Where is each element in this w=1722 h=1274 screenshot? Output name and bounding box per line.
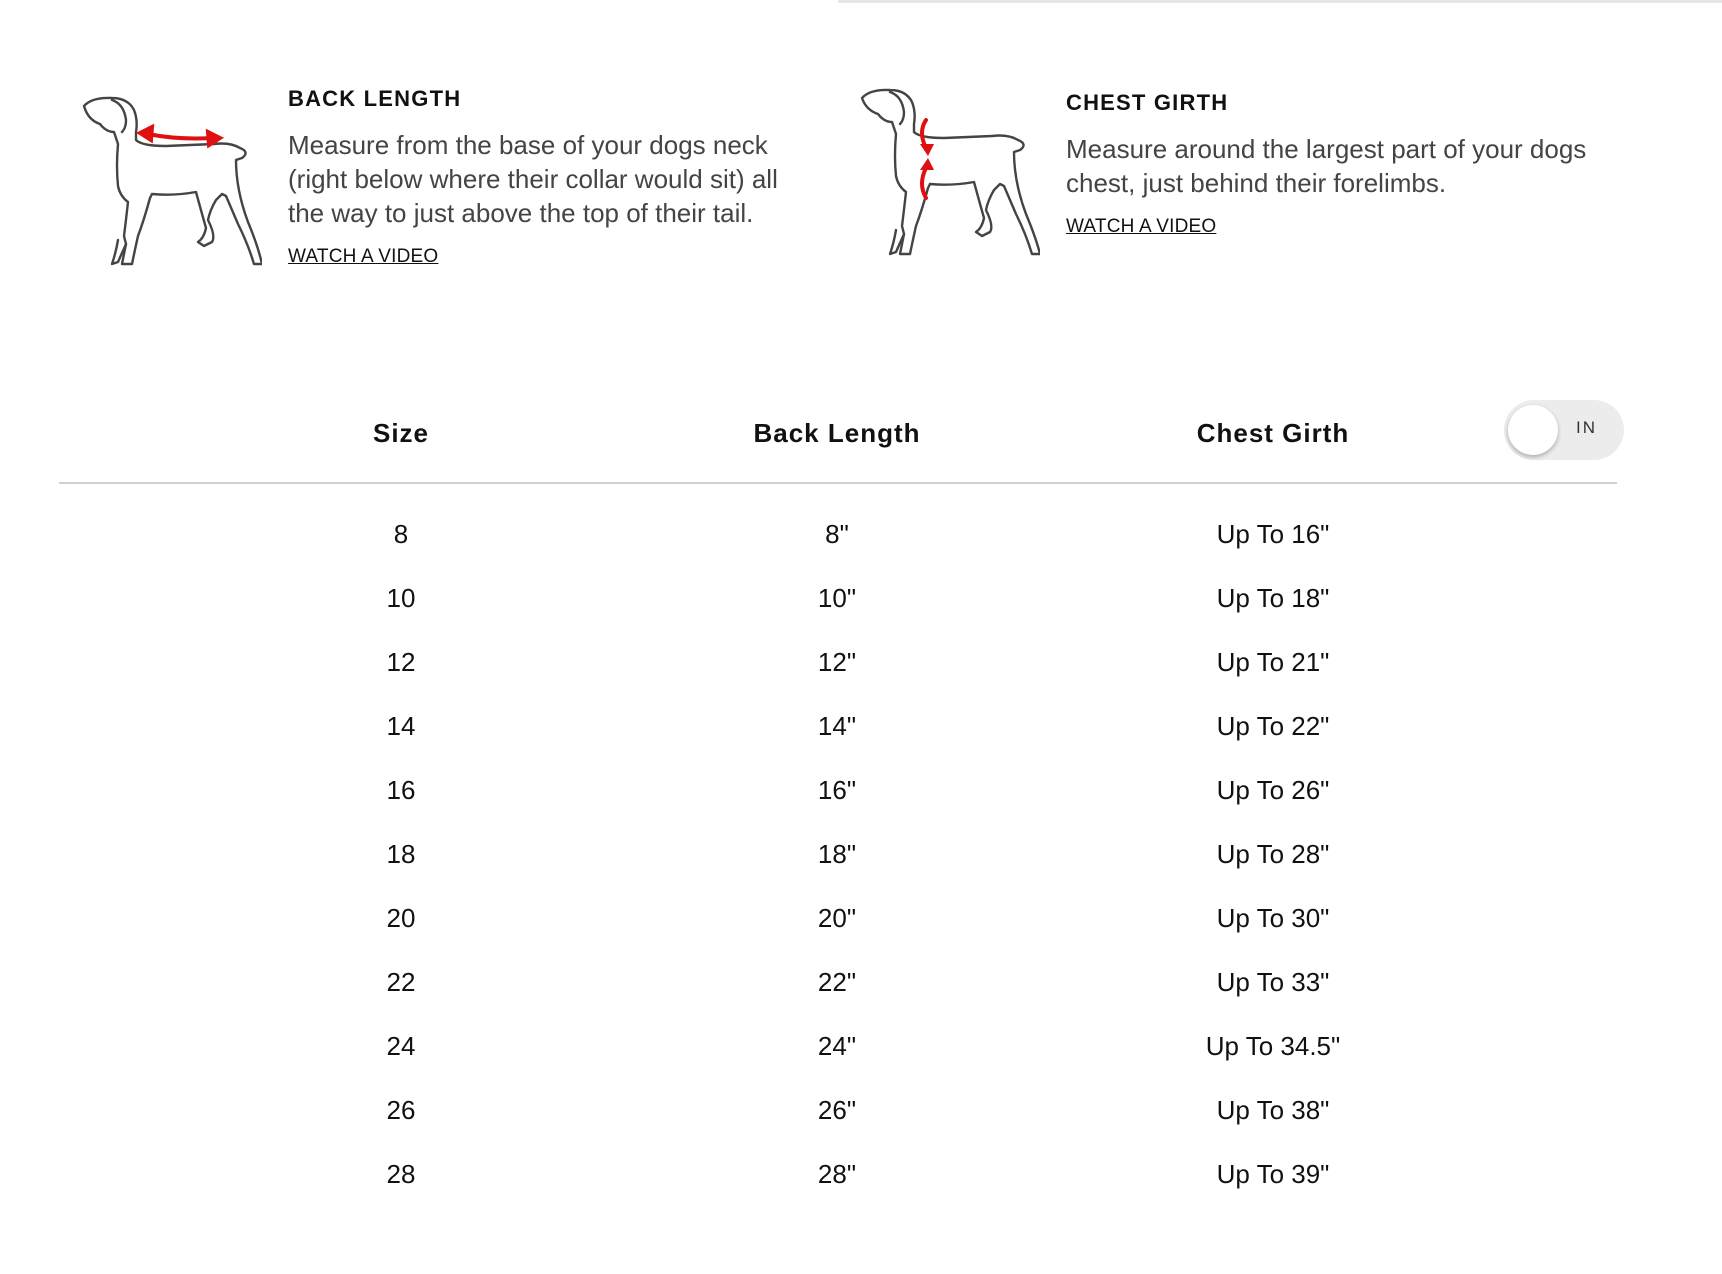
back-length-cell: 20" — [817, 903, 857, 933]
chest-girth-watch-video-link[interactable]: WATCH A VIDEO — [1066, 216, 1217, 237]
size-cell: 12 — [386, 647, 416, 677]
back-length-cell: 22" — [817, 967, 857, 997]
size-cell: 28 — [386, 1159, 416, 1189]
table-row — [59, 574, 1617, 638]
top-divider — [838, 0, 1722, 3]
header-divider — [59, 482, 1617, 484]
back-length-cell: 16" — [817, 775, 857, 805]
size-cell: 20 — [386, 903, 416, 933]
size-table-body — [59, 510, 1617, 1214]
chest-girth-cell: Up To 39" — [1216, 1159, 1330, 1189]
back-length-text — [288, 86, 798, 268]
back-length-title: BACK LENGTH — [288, 86, 462, 111]
table-row — [59, 1022, 1617, 1086]
chest-girth-cell: Up To 22" — [1216, 711, 1330, 741]
back-length-watch-video-link[interactable]: WATCH A VIDEO — [288, 246, 439, 267]
column-header-size: Size — [372, 418, 430, 448]
back-length-cell: 8" — [825, 519, 849, 549]
back-length-cell: 18" — [817, 839, 857, 869]
chest-girth-cell: Up To 26" — [1216, 775, 1330, 805]
chest-girth-title: CHEST GIRTH — [1066, 90, 1229, 115]
back-length-cell: 14" — [817, 711, 857, 741]
table-row — [59, 766, 1617, 830]
chest-girth-section — [856, 84, 1636, 284]
table-row — [59, 894, 1617, 958]
unit-toggle-label: IN — [1576, 418, 1597, 437]
size-cell: 26 — [386, 1095, 416, 1125]
size-cell: 22 — [386, 967, 416, 997]
table-row — [59, 638, 1617, 702]
unit-toggle[interactable] — [1504, 400, 1624, 460]
column-header-back-length: Back Length — [753, 418, 921, 448]
back-length-cell: 24" — [817, 1031, 857, 1061]
chest-girth-cell: Up To 34.5" — [1205, 1031, 1341, 1061]
size-cell: 18 — [386, 839, 416, 869]
back-length-cell: 26" — [817, 1095, 857, 1125]
table-row — [59, 702, 1617, 766]
back-length-cell: 10" — [817, 583, 857, 613]
dog-back-length-icon — [78, 92, 262, 270]
back-length-section — [78, 86, 798, 286]
size-cell: 8 — [393, 519, 409, 549]
chest-girth-cell: Up To 18" — [1216, 583, 1330, 613]
column-header-chest-girth: Chest Girth — [1196, 418, 1350, 448]
back-length-description: Measure from the base of your dogs neck (right below where their collar would sit) all the way to just above the top of their tail. — [288, 130, 778, 228]
size-table-header — [59, 400, 1617, 484]
chest-girth-cell: Up To 28" — [1216, 839, 1330, 869]
chest-girth-description: Measure around the largest part of your dogs chest, just behind their forelimbs. — [1066, 134, 1587, 198]
chest-girth-text — [1066, 90, 1626, 238]
dog-chest-girth-icon — [856, 84, 1040, 260]
table-row — [59, 1086, 1617, 1150]
chest-girth-cell: Up To 33" — [1216, 967, 1330, 997]
back-length-cell: 12" — [817, 647, 857, 677]
size-cell: 10 — [386, 583, 416, 613]
table-row — [59, 510, 1617, 574]
table-row — [59, 830, 1617, 894]
size-cell: 24 — [386, 1031, 416, 1061]
chest-girth-cell: Up To 38" — [1216, 1095, 1330, 1125]
toggle-knob[interactable] — [1508, 405, 1558, 455]
back-length-cell: 28" — [817, 1159, 857, 1189]
chest-girth-cell: Up To 16" — [1216, 519, 1330, 549]
table-row — [59, 958, 1617, 1022]
size-cell: 16 — [386, 775, 416, 805]
size-cell: 14 — [386, 711, 416, 741]
chest-girth-cell: Up To 21" — [1216, 647, 1330, 677]
chest-girth-cell: Up To 30" — [1216, 903, 1330, 933]
table-row — [59, 1150, 1617, 1214]
